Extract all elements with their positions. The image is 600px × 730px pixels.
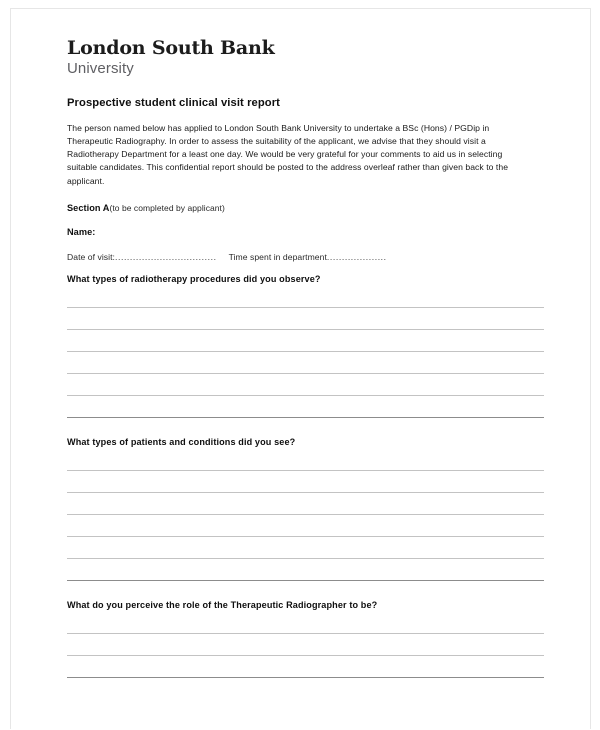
- time-spent-label: Time spent in department: [228, 251, 327, 262]
- question-block-2: [67, 437, 547, 581]
- answer-rule-line[interactable]: [67, 514, 544, 515]
- answer-rule-line[interactable]: [67, 329, 544, 330]
- name-field-label: Name:: [67, 226, 96, 237]
- answer-rule-line[interactable]: [67, 373, 544, 374]
- date-of-visit-label: Date of visit:: [67, 251, 115, 262]
- answer-rule-line[interactable]: [67, 351, 544, 352]
- section-a-label: Section A: [67, 202, 110, 213]
- answer-rule-line[interactable]: [67, 470, 544, 471]
- question-block-1: [67, 274, 547, 418]
- answer-rule-line[interactable]: [67, 580, 544, 581]
- question-block-3: [67, 600, 547, 678]
- section-a-note: (to be completed by applicant): [109, 202, 225, 213]
- answer-rule-line[interactable]: [67, 558, 544, 559]
- question-1-text: What types of radiotherapy procedures did you observe?: [67, 273, 321, 284]
- answer-lines-2[interactable]: [67, 470, 544, 581]
- answer-rule-line[interactable]: [67, 536, 544, 537]
- document-page: [10, 8, 591, 729]
- intro-text: The person named below has applied to London South Bank University to undertake a BSc (Hons) / PGDip in Therapeutic Radiography. In order to assess the suitability of the applicant, we advise that they should visit a Radiotherapy Department for a least one day. We would be very grateful for your comments to aid us in selecting suitable candidates. This confidential report should be posted to the address overleaf rather than given back to the applicant.: [67, 122, 509, 186]
- answer-rule-line[interactable]: [67, 395, 544, 396]
- logo-secondary-text: University: [67, 59, 134, 77]
- answer-rule-line[interactable]: [67, 492, 544, 493]
- time-spent-input[interactable]: ....................: [326, 251, 387, 262]
- university-logo: [67, 39, 547, 79]
- answer-rule-line[interactable]: [67, 633, 544, 634]
- answer-rule-line[interactable]: [67, 655, 544, 656]
- visit-details-row: [67, 252, 547, 262]
- intro-paragraph: [67, 122, 517, 188]
- logo-primary-text: London South Bank: [67, 37, 275, 59]
- section-a-heading: [67, 203, 547, 213]
- answer-lines-1[interactable]: [67, 307, 544, 418]
- answer-rule-line[interactable]: [67, 307, 544, 308]
- answer-rule-line[interactable]: [67, 677, 544, 678]
- date-of-visit-input[interactable]: ..................................: [114, 251, 217, 262]
- page-title: Prospective student clinical visit report: [67, 96, 280, 109]
- question-3-text: What do you perceive the role of the Therapeutic Radiographer to be?: [67, 599, 378, 610]
- document-content: [67, 39, 547, 678]
- answer-lines-3[interactable]: [67, 633, 544, 678]
- question-2-text: What types of patients and conditions did you see?: [67, 436, 296, 447]
- answer-rule-line[interactable]: [67, 417, 544, 418]
